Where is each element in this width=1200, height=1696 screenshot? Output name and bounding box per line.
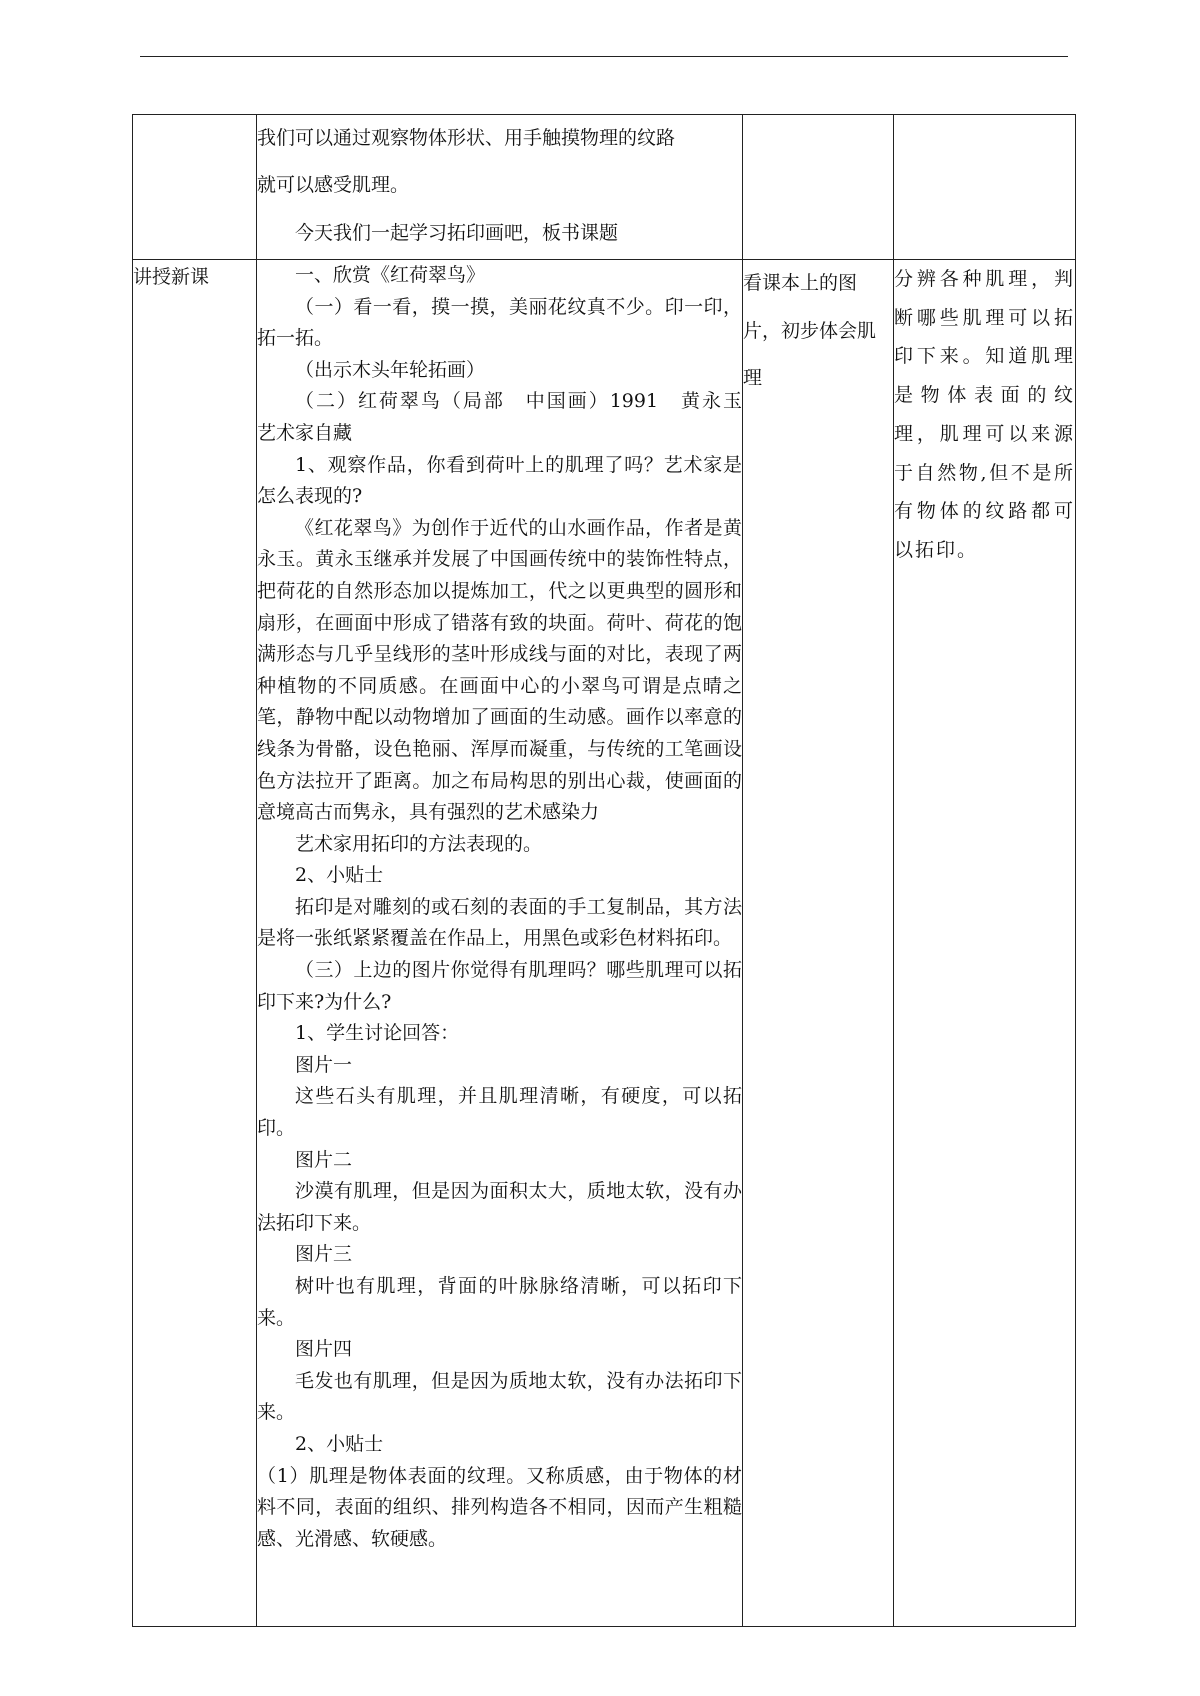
content-paragraph: 2、小贴士 — [295, 864, 384, 887]
content-paragraph: （1）肌理是物体表面的纹理。又称质感，由于物体的材料不同，表面的组织、排列构造各不相同，因而产生粗糙感、光滑感、软硬感。 — [257, 1464, 742, 1550]
content-paragraph: 图片二 — [295, 1148, 353, 1171]
stage-cell-empty — [133, 115, 257, 260]
student-activity-cell-empty — [743, 115, 894, 260]
content-paragraph: 树叶也有肌理，背面的叶脉脉络清晰，可以拓印下来。 — [257, 1275, 742, 1329]
content-line: 我们可以通过观察物体形状、用手触摸物理的纹路 — [257, 127, 676, 149]
header-rule — [140, 56, 1068, 57]
content-paragraph: 图片一 — [295, 1053, 353, 1076]
content-line: 今天我们一起学习拓印画吧，板书课题 — [295, 222, 619, 244]
lesson-plan-table — [132, 114, 1076, 1627]
student-activity-cell — [743, 260, 894, 1627]
student-activity-text: 看课本上的图片，初步体会肌理 — [743, 272, 877, 389]
content-paragraph: 1、观察作品，你看到荷叶上的肌理了吗？艺术家是怎么表现的? — [257, 453, 742, 508]
content-paragraph: （三）上边的图片你觉得有肌理吗？哪些肌理可以拓印下来?为什么? — [257, 959, 742, 1013]
stage-label: 讲授新课 — [133, 260, 257, 1627]
content-paragraph: 《红花翠鸟》为创作于近代的山水画作品，作者是黄永玉。黄永玉继承并发展了中国画传统中的装饰性特点，把荷花的自然形态加以提炼加工，代之以更典型的圆形和扇形，在画面中形成了错落有致的块面。荷叶、荷花的饱满形态与几乎呈线形的茎叶形成线与面的对比，表现了两种植物的不同质感。在画面中心的小翠鸟可谓是点晴之笔，静物中配以动物增加了画面的生动感。画作以率意的线条为骨骼，设色艳丽、浑厚而凝重，与传统的工笔画设色方法拉开了距离。加之布局构思的别出心裁，使画面的意境高古而隽永，具有强烈的艺术感染力 — [257, 516, 742, 824]
content-paragraph: 沙漠有肌理，但是因为面积太大，质地太软，没有办法拓印下来。 — [257, 1180, 742, 1234]
content-paragraph: （出示木头年轮拓画） — [295, 358, 486, 381]
content-cell — [257, 260, 762, 1627]
content-paragraph: 图片三 — [295, 1243, 353, 1266]
content-paragraph: （二）红荷翠鸟（局部 中国画）1991 黄永玉 艺术家自藏 — [257, 390, 762, 444]
content-paragraph: 拓印是对雕刻的或石刻的表面的手工复制品，其方法是将一张纸紧紧覆盖在作品上，用黑色或彩色材料拓印。 — [257, 895, 742, 950]
section-heading: 一、欣赏《红荷翠鸟》 — [295, 264, 486, 286]
content-paragraph: 2、小贴士 — [295, 1432, 384, 1455]
design-intent-cell — [894, 260, 1076, 1627]
content-paragraph: 这些石头有肌理，并且肌理清晰，有硬度，可以拓印。 — [257, 1085, 742, 1140]
content-paragraph: 1、学生讨论回答： — [295, 1022, 460, 1045]
table-row — [133, 260, 1076, 1627]
content-paragraph: 毛发也有肌理，但是因为质地太软，没有办法拓印下来。 — [257, 1369, 742, 1424]
content-line: 就可以感受肌理。 — [257, 174, 410, 196]
table-row — [133, 115, 1076, 260]
content-paragraph: 艺术家用拓印的方法表现的。 — [295, 832, 543, 855]
content-paragraph: （一）看一看，摸一摸，美丽花纹真不少。印一印，拓一拓。 — [257, 295, 742, 350]
design-intent-text: 分辨各种肌理，判断哪些肌理可以拓印下来。知道肌理是物体表面的纹理，肌理可以来源于自然物,但不是所有物体的纹路都可以拓印。 — [894, 268, 1075, 561]
design-intent-cell-empty — [894, 115, 1076, 260]
content-paragraph: 图片四 — [295, 1338, 353, 1361]
content-cell — [257, 115, 743, 260]
